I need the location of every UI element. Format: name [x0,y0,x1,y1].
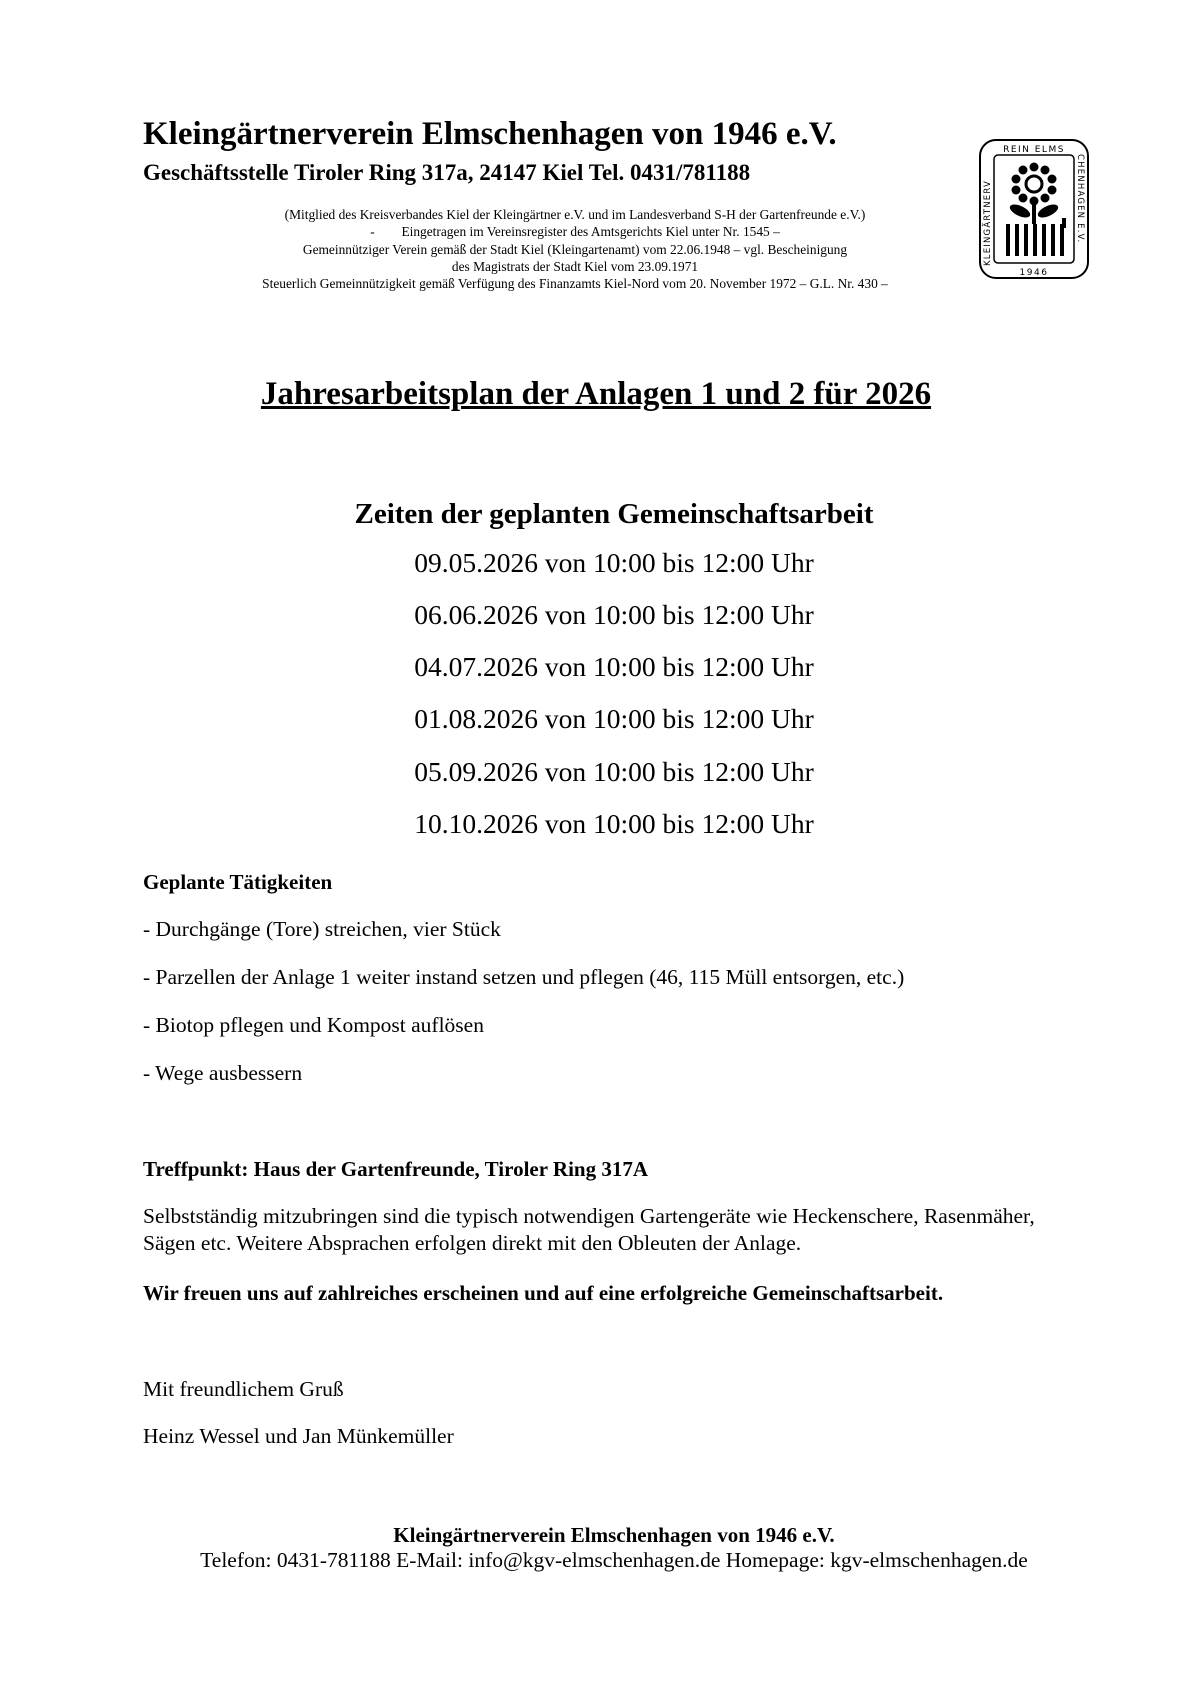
activities-heading: Geplante Tätigkeiten [143,870,333,894]
fine-print-line: - Eingetragen im Vereinsregister des Amtsgerichts Kiel unter Nr. 1545 – [370,224,780,240]
schedule-date-line: 09.05.2026 von 10:00 bis 12:00 Uhr [414,547,814,578]
fine-print-line: Steuerlich Gemeinnützigkeit gemäß Verfügung des Finanzamts Kiel-Nord vom 20. November 1972 – G.L. Nr. 430 – [262,276,888,292]
page-title: Jahresarbeitsplan der Anlagen 1 und 2 für 2026 [260,376,932,412]
schedule-date-line: 04.07.2026 von 10:00 bis 12:00 Uhr [414,651,814,682]
schedule-date-line: 01.08.2026 von 10:00 bis 12:00 Uhr [414,703,814,734]
activity-item: - Parzellen der Anlage 1 weiter instand setzen und pflegen (46, 115 Müll entsorgen, etc.) [143,965,905,989]
activity-item: - Wege ausbessern [143,1061,303,1085]
footer-contact-line: Telefon: 0431-781188 E-Mail: info@kgv-elmschenhagen.de Homepage: kgv-elmschenhagen.de [200,1548,1028,1572]
activity-item: - Biotop pflegen und Kompost auflösen [143,1013,484,1037]
association-seal-flower-icon [978,138,1090,280]
schedule-heading: Zeiten der geplanten Gemeinschaftsarbeit [354,498,874,530]
fine-print-line: Gemeinnütziger Verein gemäß der Stadt Kiel (Kleingartenamt) vom 22.06.1948 – vgl. Bescheinigung [302,241,848,257]
organization-name: Kleingärtnerverein Elmschenhagen von 1946 e.V. [143,116,837,152]
activity-item: - Durchgänge (Tore) streichen, vier Stück [143,917,501,941]
closing-greeting: Mit freundlichem Gruß [143,1377,344,1401]
svg-text:REIN ELMS: REIN ELMS [1003,145,1065,155]
legal-fine-print [150,206,1000,292]
fine-print-line: (Mitglied des Kreisverbandes Kiel der Kleingärtner e.V. und im Landesverband S-H der Gartenfreunde e.V.) [284,207,866,222]
svg-text:1946: 1946 [1019,268,1049,278]
fine-print-line: des Magistrats der Stadt Kiel vom 23.09.1971 [451,258,699,274]
welcome-note: Wir freuen uns auf zahlreiches erscheinen und auf eine erfolgreiche Gemeinschaftsarbeit. [143,1281,944,1305]
equipment-note: Selbstständig mitzubringen sind die typisch notwendigen Gartengeräte wie Heckenschere, Rasenmäher, Sägen etc. Weitere Absprachen erfolgen direkt mit den Obleuten der Anlage. [143,1204,1035,1255]
svg-text:CHENHAGEN E.V.: CHENHAGEN E.V. [1075,154,1085,244]
meeting-point: Treffpunkt: Haus der Gartenfreunde, Tiroler Ring 317A [143,1157,649,1181]
schedule-date-line: 06.06.2026 von 10:00 bis 12:00 Uhr [414,599,814,630]
schedule-date-line: 05.09.2026 von 10:00 bis 12:00 Uhr [414,756,814,787]
schedule-date-line: 10.10.2026 von 10:00 bis 12:00 Uhr [414,808,814,839]
footer-organization-name: Kleingärtnerverein Elmschenhagen von 1946 e.V. [393,1523,835,1547]
svg-text:KLEINGÄRTNERV: KLEINGÄRTNERV [983,179,993,266]
signers: Heinz Wessel und Jan Münkemüller [143,1424,454,1448]
office-address-line: Geschäftsstelle Tiroler Ring 317a, 24147 Kiel Tel. 0431/781188 [143,160,751,185]
